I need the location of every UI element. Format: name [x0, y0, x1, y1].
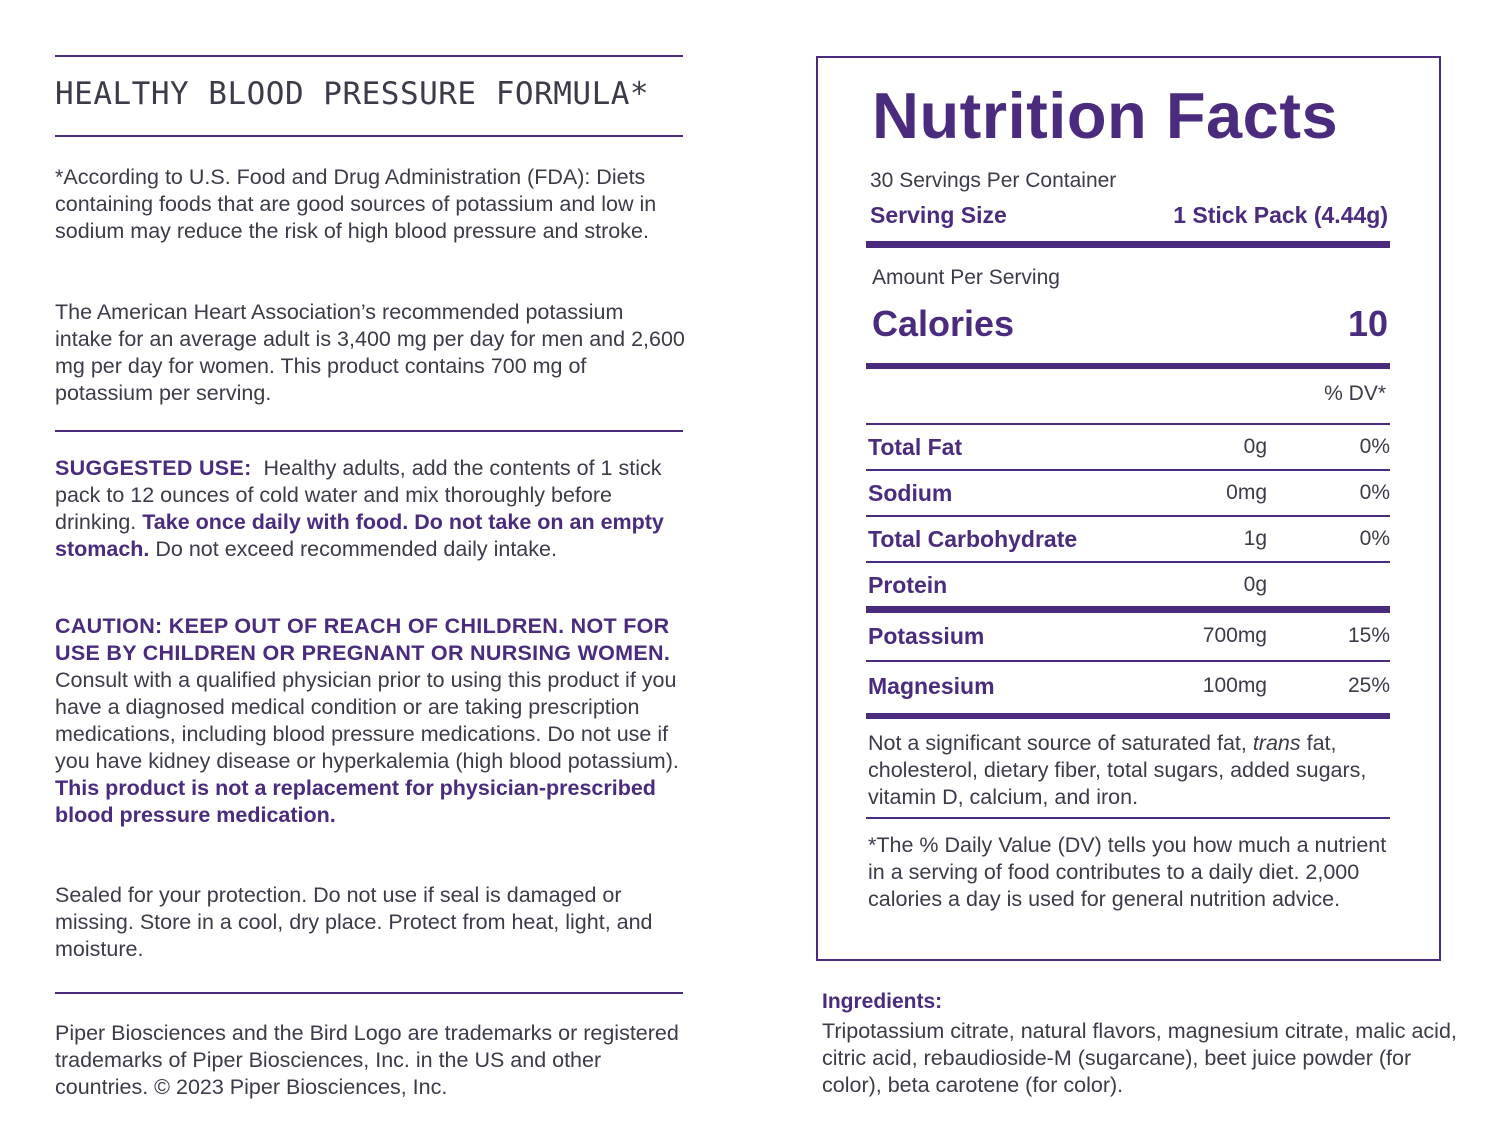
fda-note: *According to U.S. Food and Drug Administration (FDA): Diets containing foods that are good sources of potassium and low in sodium may reduce the risk of high blood pressure and stroke. [55, 165, 657, 243]
nutrient-amount: 1g [1243, 527, 1267, 550]
calories-value: 10 [1347, 303, 1388, 344]
nutrition-facts-title: Nutrition Facts [872, 79, 1339, 152]
section-divider-2 [55, 992, 683, 994]
not-significant-b: fat, cholesterol, dietary fiber, total sugars, added sugars, vitamin D, calcium, and iron. [868, 731, 1367, 809]
top-rule-left [55, 55, 683, 57]
nutrient-dv: 0% [1359, 435, 1390, 458]
section-divider-1 [55, 430, 683, 432]
suggested-use-label: SUGGESTED USE: [55, 456, 252, 480]
protein-thick-rule [866, 606, 1390, 613]
storage-block [55, 882, 685, 963]
nutrient-dv: 15% [1347, 624, 1390, 647]
title-underline-rule [55, 135, 683, 137]
caution-bold: This product is not a replacement for physician-prescribed blood pressure medication. [55, 776, 656, 827]
daily-value-header: % DV* [1324, 382, 1386, 405]
serving-size-thick-rule [866, 241, 1390, 248]
nutrient-dv: 25% [1347, 674, 1390, 697]
not-significant-trans: trans [1252, 731, 1301, 755]
nutrient-label: Total Carbohydrate [868, 526, 1078, 552]
suggested-use-text1: Healthy adults, add the contents of 1 stick pack to 12 ounces of cold water and mix thoroughly before drinking. [55, 456, 662, 534]
nutrient-label: Potassium [868, 623, 985, 649]
row-rule [866, 469, 1390, 471]
trademark-block [55, 1020, 685, 1101]
caution-text [55, 613, 685, 829]
aha-note-block [55, 299, 685, 407]
nutrient-label: Total Fat [868, 434, 963, 460]
row-rule [866, 561, 1390, 563]
nutrient-amount: 100mg [1202, 674, 1267, 697]
ingredients-label: Ingredients: [822, 990, 943, 1013]
row-rule [866, 515, 1390, 517]
nutrient-label: Magnesium [868, 673, 995, 699]
nutrient-amount: 0g [1243, 435, 1267, 458]
caution-block [55, 613, 685, 829]
storage-text: Sealed for your protection. Do not use if seal is damaged or missing. Store in a cool, dry place. Protect from heat, light, and moisture. [55, 883, 653, 961]
calories-label: Calories [872, 303, 1015, 344]
nutrient-label: Sodium [868, 480, 953, 506]
ingredients-text: Tripotassium citrate, natural flavors, magnesium citrate, malic acid, citric acid, rebaudioside-M (sugarcane), beet juice powder (for color), beta carotene (for color). [822, 1019, 1457, 1097]
suggested-use-text2: Do not exceed recommended daily intake. [155, 537, 557, 561]
nutrient-row [868, 673, 1390, 703]
dv-rule [866, 423, 1390, 425]
suggested-use-bold: Take once daily with food. Do not take on an empty stomach. [55, 510, 664, 561]
magnesium-thick-rule [866, 713, 1390, 719]
suggested-use-block [55, 455, 685, 563]
nutrient-row [868, 572, 1390, 602]
caution-body: Consult with a qualified physician prior to using this product if you have a diagnosed medical condition or are taking prescription medications, including blood pressure medications. Do not use if you have kidney disease or hyperkalemia (high blood potassium). [55, 668, 679, 773]
formula-title: HEALTHY BLOOD PRESSURE FORMULA* [55, 76, 650, 112]
not-significant-note [868, 730, 1408, 811]
nutrient-amount: 700mg [1202, 624, 1267, 647]
nutrient-row [868, 623, 1390, 653]
nutrient-row [868, 526, 1390, 556]
trademark-text: Piper Biosciences and the Bird Logo are trademarks or registered trademarks of Piper Biosciences, Inc. in the US and other countries. © 2023 Piper Biosciences, Inc. [55, 1021, 679, 1099]
nutrient-dv: 0% [1359, 481, 1390, 504]
nutrient-row [868, 480, 1390, 510]
amount-per-serving: Amount Per Serving [872, 266, 1060, 289]
nutrient-amount: 0mg [1226, 481, 1267, 504]
suggested-use-text [55, 455, 685, 563]
serving-size-label: Serving Size [870, 202, 1007, 228]
nutrient-label: Protein [868, 572, 948, 598]
note-rule [866, 817, 1390, 819]
dv-footnote: *The % Daily Value (DV) tells you how much a nutrient in a serving of food contributes to a daily diet. 2,000 calories a day is used for general nutrition advice. [868, 833, 1387, 911]
caution-label: CAUTION: KEEP OUT OF REACH OF CHILDREN. NOT FOR USE BY CHILDREN OR PREGNANT OR NURSING WOMEN. [55, 614, 671, 665]
fda-note-block [55, 164, 685, 245]
not-significant-a: Not a significant source of saturated fat, [868, 731, 1247, 755]
row-rule [866, 660, 1390, 662]
serving-size-value: 1 Stick Pack (4.44g) [1173, 202, 1388, 228]
aha-note: The American Heart Association’s recommended potassium intake for an average adult is 3,400 mg per day for men and 2,600 mg per day for women. This product contains 700 mg of potassium per serving. [55, 300, 685, 405]
nutrient-amount: 0g [1243, 573, 1267, 596]
servings-per-container: 30 Servings Per Container [870, 169, 1117, 192]
nutrient-row [868, 434, 1390, 464]
calories-thick-rule [866, 363, 1390, 369]
nutrient-dv: 0% [1359, 527, 1390, 550]
